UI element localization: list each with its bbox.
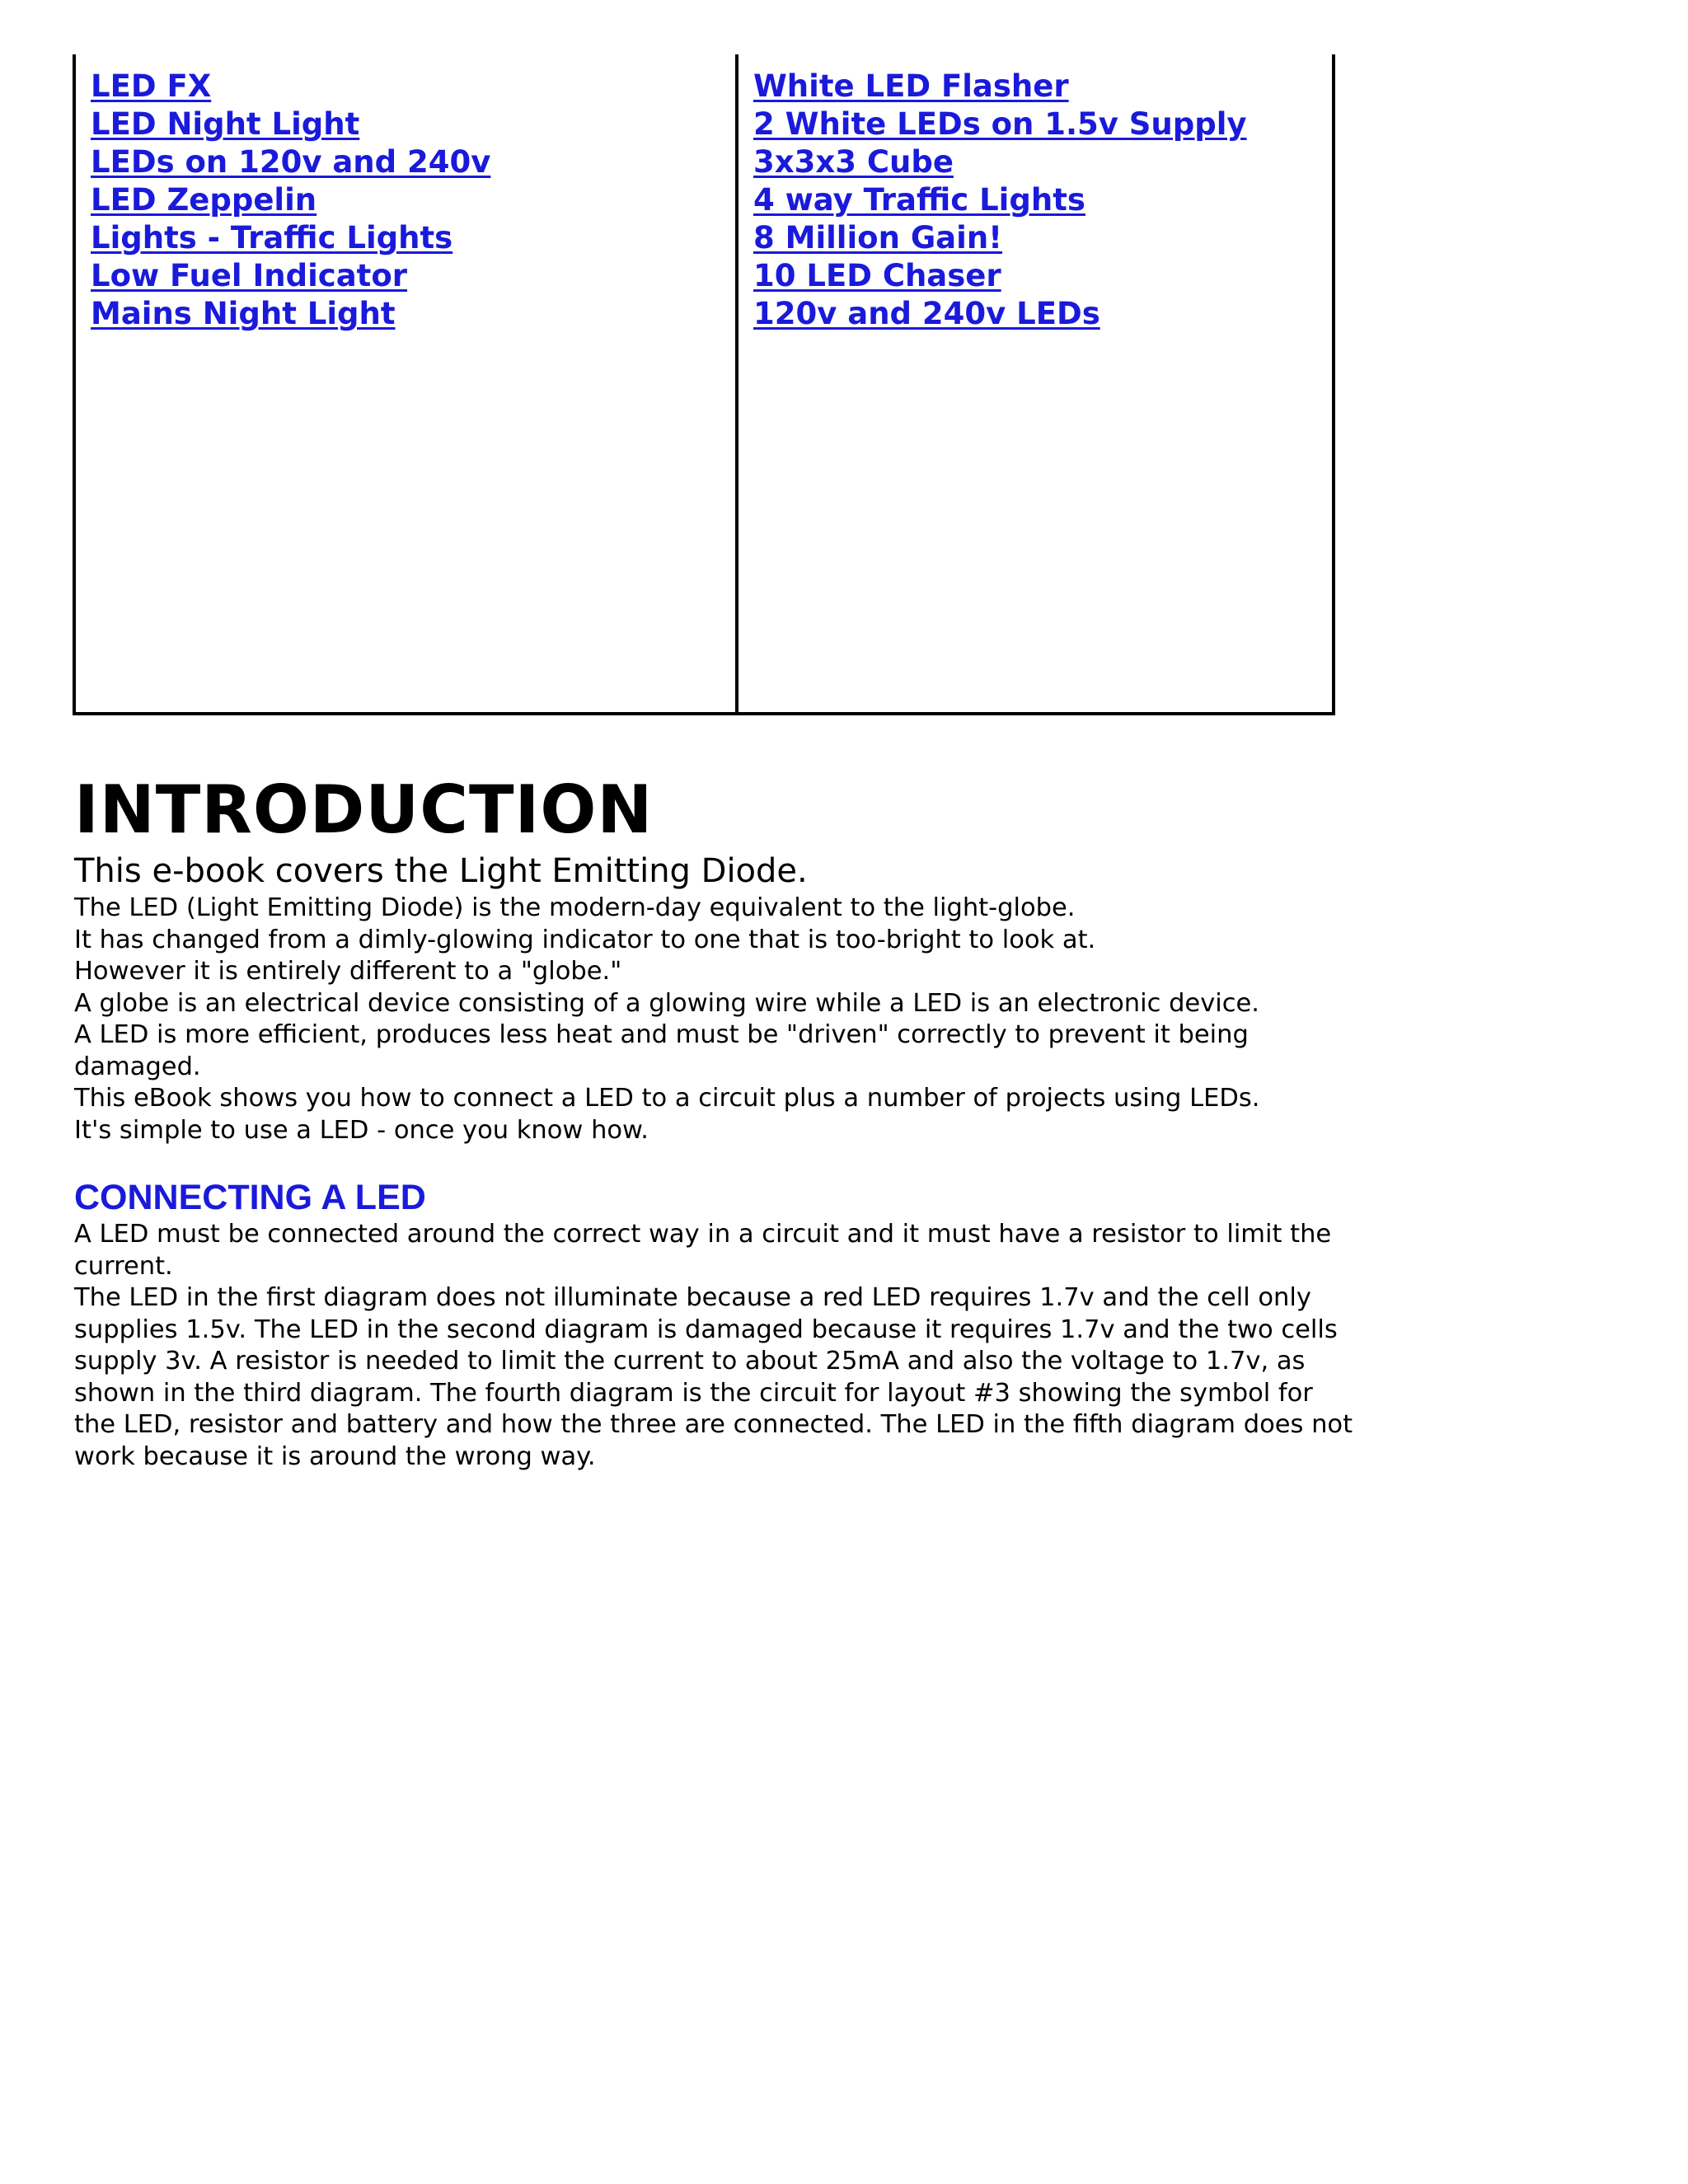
- connecting-a-led-heading: CONNECTING A LED: [74, 1178, 426, 1217]
- link-led-zeppelin[interactable]: LED Zeppelin: [91, 182, 317, 218]
- intro-line: This eBook shows you how to connect a LED to a circuit plus a number of projects using LEDs.: [74, 1084, 1260, 1113]
- link-lights-traffic-lights[interactable]: Lights - Traffic Lights: [91, 220, 453, 255]
- links-column-left: [76, 54, 738, 712]
- link-120v-and-240v-leds[interactable]: 120v and 240v LEDs: [753, 296, 1100, 331]
- intro-line: However it is entirely different to a "globe.": [74, 957, 622, 986]
- link-led-fx[interactable]: LED FX: [91, 68, 212, 104]
- introduction-title: INTRODUCTION: [74, 771, 654, 848]
- introduction-subtitle: This e-book covers the Light Emitting Diode.: [74, 852, 808, 890]
- intro-line: It's simple to use a LED - once you know how.: [74, 1115, 649, 1145]
- link-mains-night-light[interactable]: Mains Night Light: [91, 296, 396, 331]
- links-table: [73, 54, 1335, 715]
- intro-line: A LED is more efficient, produces less heat and must be "driven" correctly to prevent it being damaged.: [74, 1020, 1249, 1081]
- link-8-million-gain[interactable]: 8 Million Gain!: [753, 220, 1003, 255]
- connecting-paragraph-1: A LED must be connected around the correct way in a circuit and it must have a resistor to limit the current.: [74, 1220, 1332, 1281]
- link-leds-on-120v-and-240v[interactable]: LEDs on 120v and 240v: [91, 144, 491, 180]
- introduction-section: [74, 771, 1360, 1473]
- link-led-night-light[interactable]: LED Night Light: [91, 106, 360, 142]
- link-3x3x3-cube[interactable]: 3x3x3 Cube: [753, 144, 954, 180]
- link-low-fuel-indicator[interactable]: Low Fuel Indicator: [91, 258, 408, 293]
- link-10-led-chaser[interactable]: 10 LED Chaser: [753, 258, 1001, 293]
- intro-line: A globe is an electrical device consisting of a glowing wire while a LED is an electronic device.: [74, 988, 1259, 1018]
- intro-line: It has changed from a dimly-glowing indicator to one that is too-bright to look at.: [74, 925, 1096, 954]
- link-4-way-traffic-lights[interactable]: 4 way Traffic Lights: [753, 182, 1085, 218]
- link-2-white-leds[interactable]: 2 White LEDs on 1.5v Supply: [753, 106, 1247, 142]
- link-white-led-flasher[interactable]: White LED Flasher: [753, 68, 1069, 104]
- connecting-paragraph-2: The LED in the first diagram does not illuminate because a red LED requires 1.7v and the cell only supplies 1.5v. The LED in the second diagram is damaged because it requires 1.7v and the two cells supply 3v. A resistor is needed to limit the current to about 25mA and also the voltage to 1.7v, as shown in the third diagram. The fourth diagram is the circuit for layout #3 showing the symbol for the LED, resistor and battery and how the three are connected. The LED in the fifth diagram does not work because it is around the wrong way.: [74, 1283, 1353, 1471]
- links-column-right: [738, 54, 1332, 712]
- intro-line: The LED (Light Emitting Diode) is the modern-day equivalent to the light-globe.: [74, 893, 1076, 922]
